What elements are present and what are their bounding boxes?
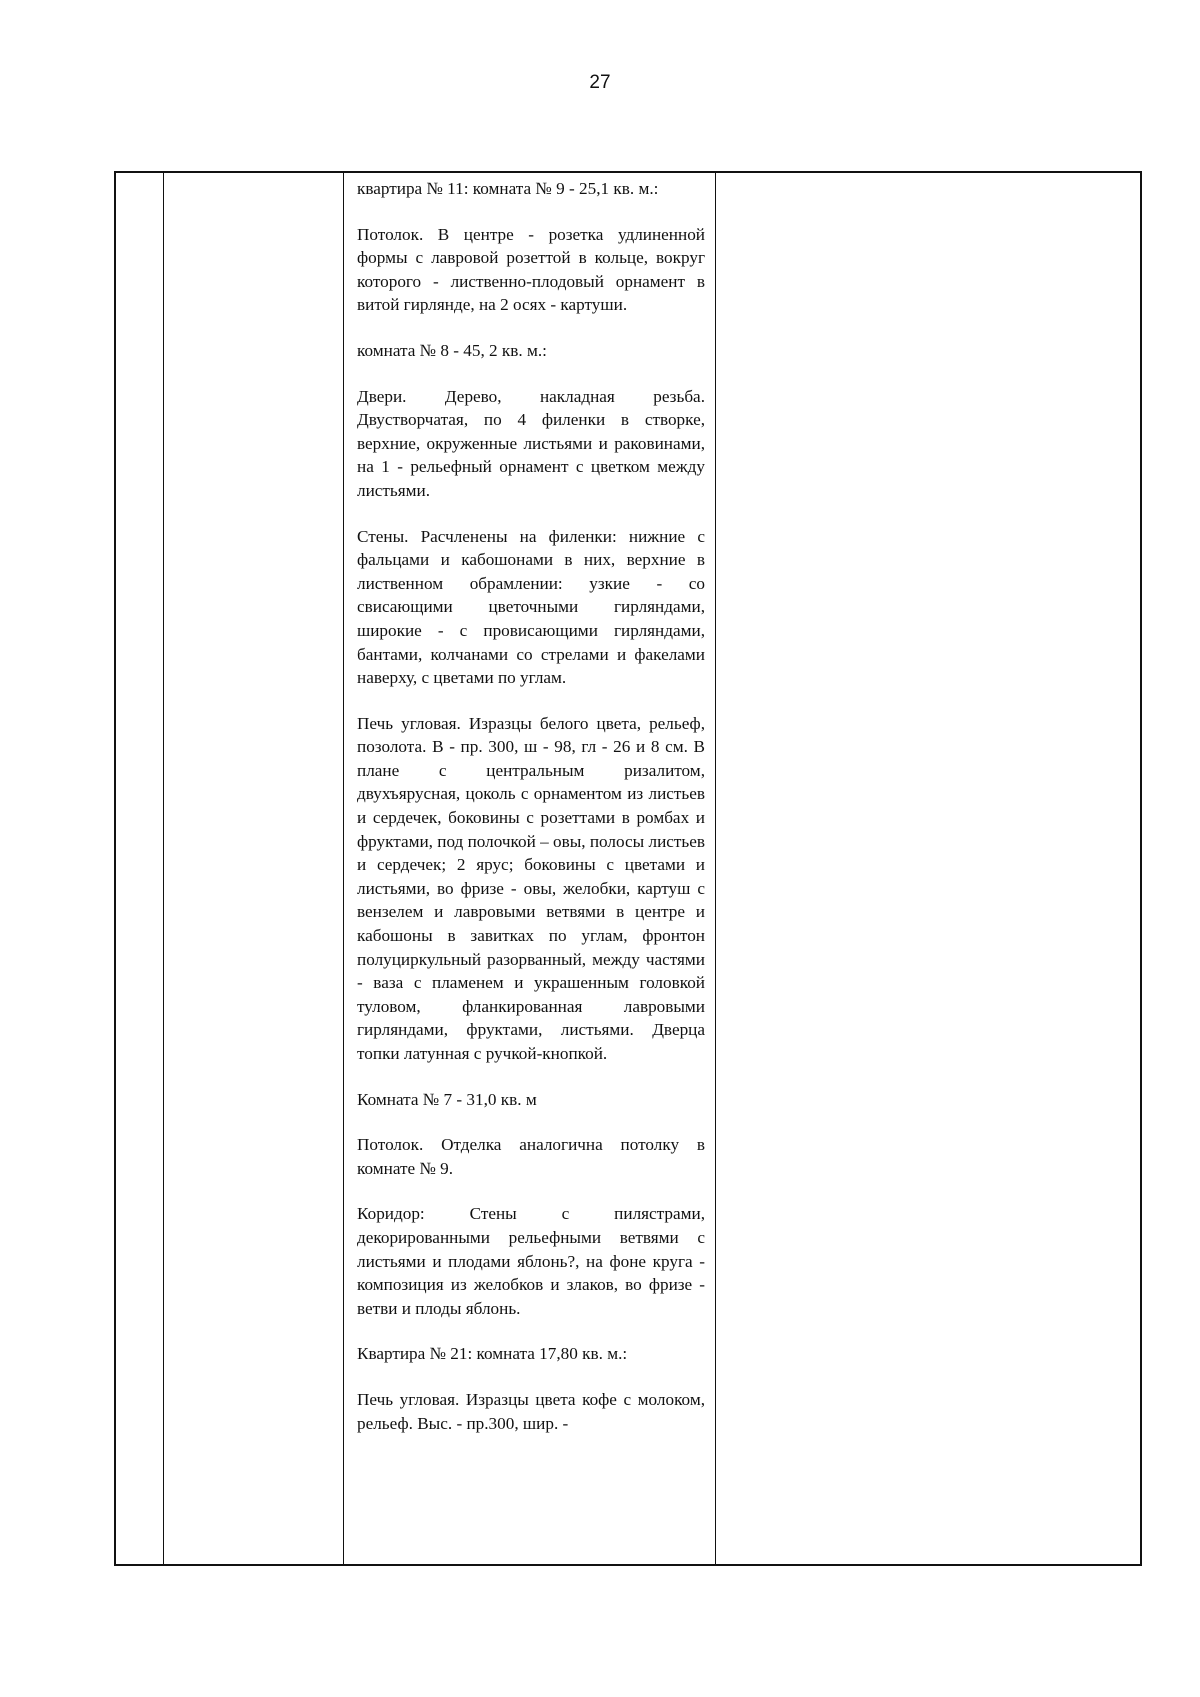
description-paragraph: Двери. Дерево, накладная резьба. Двустворчатая, по 4 филенки в створке, верхние, окруженные листьями и раковинами, на 1 - рельефный орнамент с цветком между листьями. bbox=[357, 386, 705, 500]
table-column-number bbox=[116, 173, 164, 1564]
description-paragraph: Стены. Расчленены на филенки: нижние с фальцами и кабошонами в них, верхние в лиственном обрамлении: узкие - со свисающими цветочными гирляндами, широкие - с провисающими гирляндами, бантами, колчанами со стрелами и факелами наверху, с цветами по углам. bbox=[357, 526, 705, 688]
description-paragraph: Печь угловая. Изразцы белого цвета, рельеф, позолота. В - пр. 300, ш - 98, гл - 26 и 8 см. В плане с центральным ризалитом, двухъярусная, цоколь с орнаментом из листьев и сердечек, боковины с розеттами в ромбах и фруктами, под полочкой – овы, полосы листьев и сердечек; 2 ярус; боковины с цветами и листьями, во фризе - овы, желобки, картуш с вензелем и лавровыми ветвями в центре и кабошоны в завитках по углам, фронтон полуциркульный разорванный, между частями - ваза с пламенем и украшенным головкой туловом, фланкированная лавровыми гирляндами, фруктами, листьями. Дверца топки латунная с ручкой-кнопкой. bbox=[357, 713, 705, 1063]
description-paragraph: Квартира № 21: комната 17,80 кв. м.: bbox=[357, 1344, 628, 1364]
page-number: 27 bbox=[589, 72, 611, 93]
description-paragraph: Коридор: Стены с пилястрами, декорированными рельефными ветвями с листьями и плодами яблонь?, на фоне круга - композиция из желобков и злаков, во фризе - ветви и плоды яблонь. bbox=[357, 1204, 705, 1318]
table-column-description bbox=[344, 173, 716, 1564]
description-paragraph: квартира № 11: комната № 9 - 25,1 кв. м.: bbox=[357, 179, 659, 198]
description-table bbox=[114, 171, 1142, 1566]
description-paragraph: Комната № 7 - 31,0 кв. м bbox=[357, 1089, 537, 1109]
description-paragraph: Печь угловая. Изразцы цвета кофе с молоком, рельеф. Выс. - пр.300, шир. - bbox=[357, 1389, 705, 1433]
table-column-notes bbox=[716, 173, 1140, 1564]
description-paragraph: Потолок. В центре - розетка удлиненной формы с лавровой розеттой в кольце, вокруг которого - лиственно-плодовый орнамент в витой гирлянде, на 2 осях - картуши. bbox=[357, 224, 705, 315]
table-column-name bbox=[164, 173, 344, 1564]
description-paragraph: Потолок. Отделка аналогична потолку в комнате № 9. bbox=[357, 1135, 705, 1178]
description-paragraph: комната № 8 - 45, 2 кв. м.: bbox=[357, 340, 547, 360]
